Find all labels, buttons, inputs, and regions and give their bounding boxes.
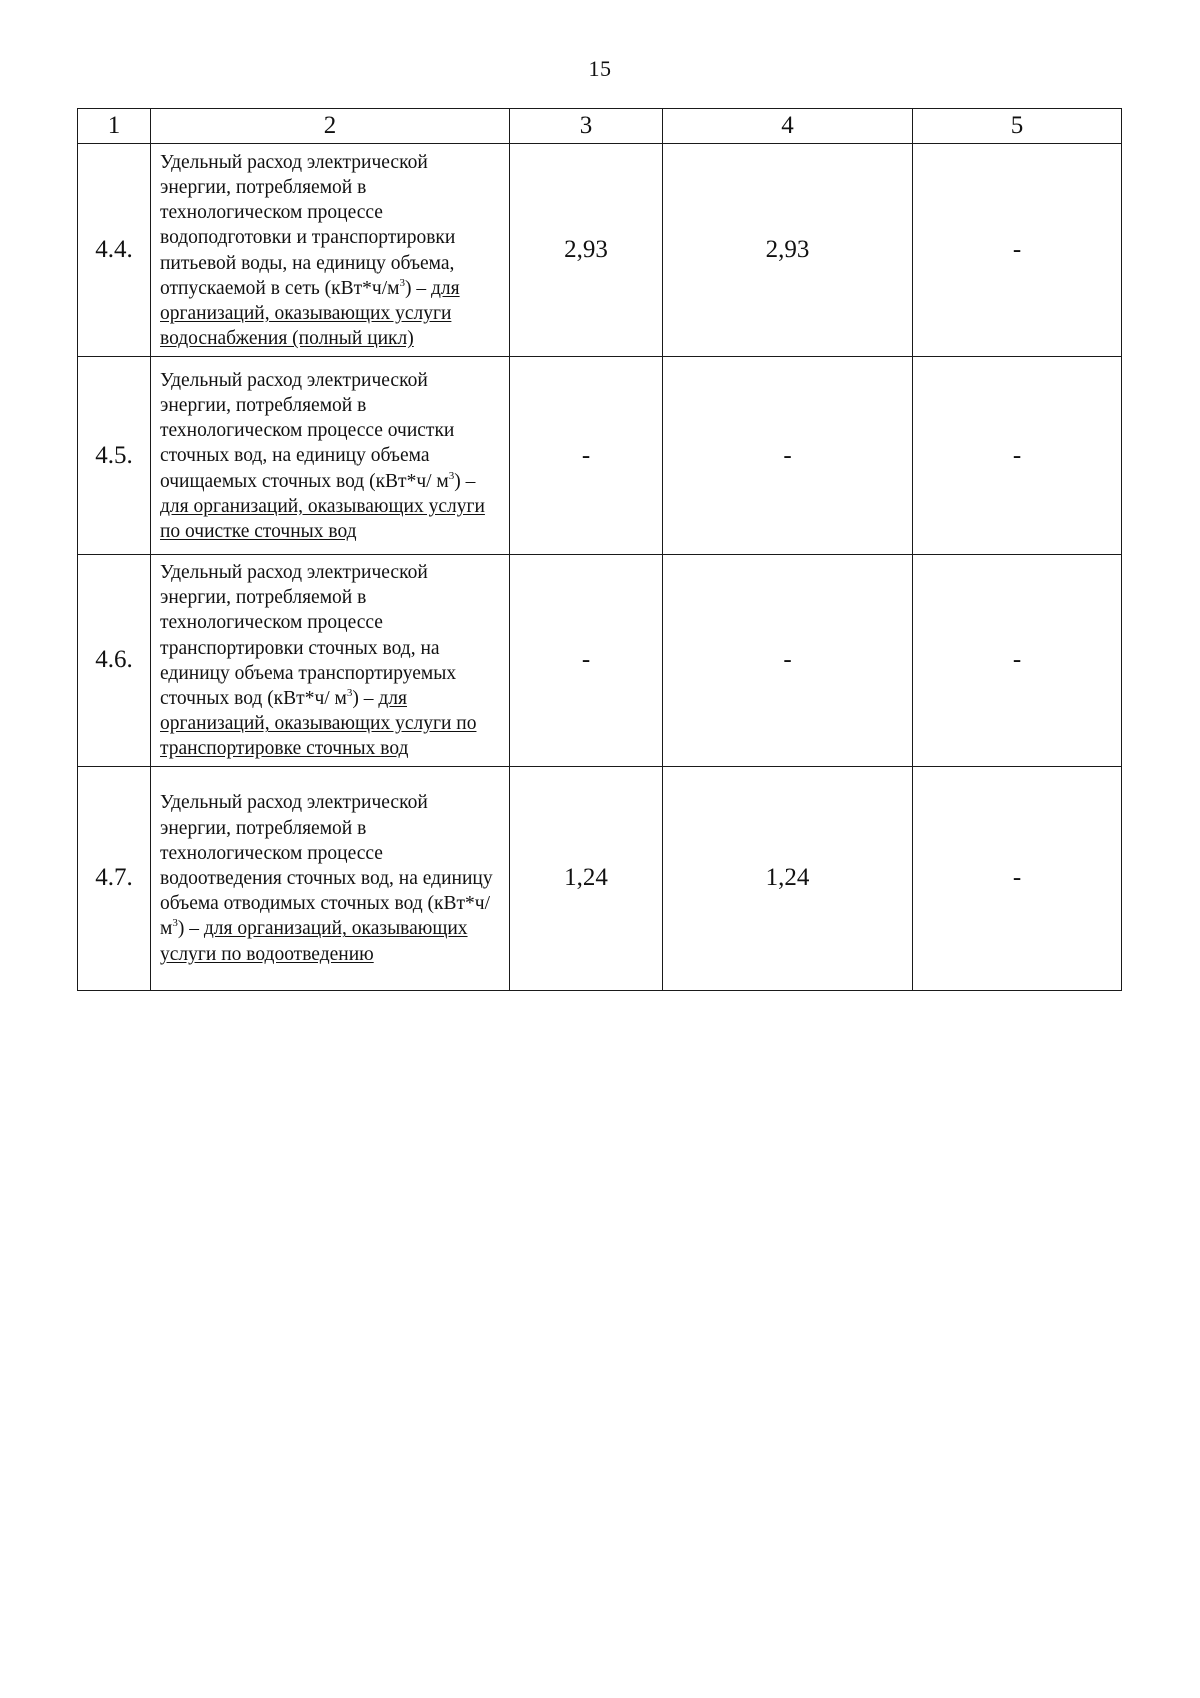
description-underlined: для организаций, оказывающих услуги водоснабжения (полный цикл)	[160, 277, 460, 350]
header-col-4: 4	[663, 109, 913, 144]
description-dash: ) –	[177, 918, 204, 940]
row-number: 4.5.	[78, 357, 151, 555]
header-col-1: 1	[78, 109, 151, 144]
row-col5-value: -	[913, 555, 1122, 767]
row-col4-value: -	[663, 555, 913, 767]
row-col4-value: 2,93	[663, 144, 913, 357]
indicators-table	[77, 108, 1122, 991]
row-description	[151, 144, 510, 357]
superscript: 3	[346, 687, 353, 700]
header-col-3: 3	[510, 109, 663, 144]
row-col3-value: 2,93	[510, 144, 663, 357]
table-row	[78, 357, 1122, 555]
row-col3-value: -	[510, 555, 663, 767]
superscript: 3	[448, 469, 455, 482]
row-description	[151, 357, 510, 555]
superscript: 3	[399, 276, 405, 289]
row-col5-value: -	[913, 766, 1122, 990]
description-underlined: для организаций, оказывающих услуги по водоотведению	[160, 918, 468, 965]
header-col-2: 2	[151, 109, 510, 144]
description-dash: ) –	[404, 277, 431, 299]
table-row	[78, 144, 1122, 357]
description-text: Удельный расход электрической энергии, потребляемой в технологическом процессе очистки сточных вод, на единицу объема очищаемых сточных вод (кВт*ч/ м	[160, 369, 455, 492]
header-col-5: 5	[913, 109, 1122, 144]
row-description	[151, 766, 510, 990]
superscript: 3	[172, 917, 178, 930]
description-text: Удельный расход электрической энергии, потребляемой в технологическом процессе транспортировки сточных вод, на единицу объема транспортируемых сточных вод (кВт*ч/ м	[160, 562, 457, 710]
description-dash: ) –	[454, 470, 476, 492]
row-col3-value: -	[510, 357, 663, 555]
description-underlined: для организаций, оказывающих услуги по транспортировке сточных вод	[160, 688, 477, 760]
row-col3-value: 1,24	[510, 766, 663, 990]
row-number: 4.6.	[78, 555, 151, 767]
description-dash: ) –	[352, 688, 379, 710]
description-text: Удельный расход электрической энергии, потребляемой в технологическом процессе водоотведения сточных вод, на единицу объема отводимых сточных вод (кВт*ч/ м	[160, 792, 493, 940]
row-col5-value: -	[913, 357, 1122, 555]
table-header-row	[78, 109, 1122, 144]
row-col5-value: -	[913, 144, 1122, 357]
table-row	[78, 555, 1122, 767]
row-number: 4.4.	[78, 144, 151, 357]
row-description	[151, 555, 510, 767]
row-col4-value: -	[663, 357, 913, 555]
row-number: 4.7.	[78, 766, 151, 990]
description-underlined: для организаций, оказывающих услуги по очистке сточных вод	[160, 495, 485, 542]
table-row	[78, 766, 1122, 990]
page-number: 15	[588, 56, 612, 81]
row-col4-value: 1,24	[663, 766, 913, 990]
description-text: Удельный расход электрической энергии, потребляемой в технологическом процессе водоподготовки и транспортировки питьевой воды, на единицу объема, отпускаемой в сеть (кВт*ч/м	[160, 151, 456, 299]
